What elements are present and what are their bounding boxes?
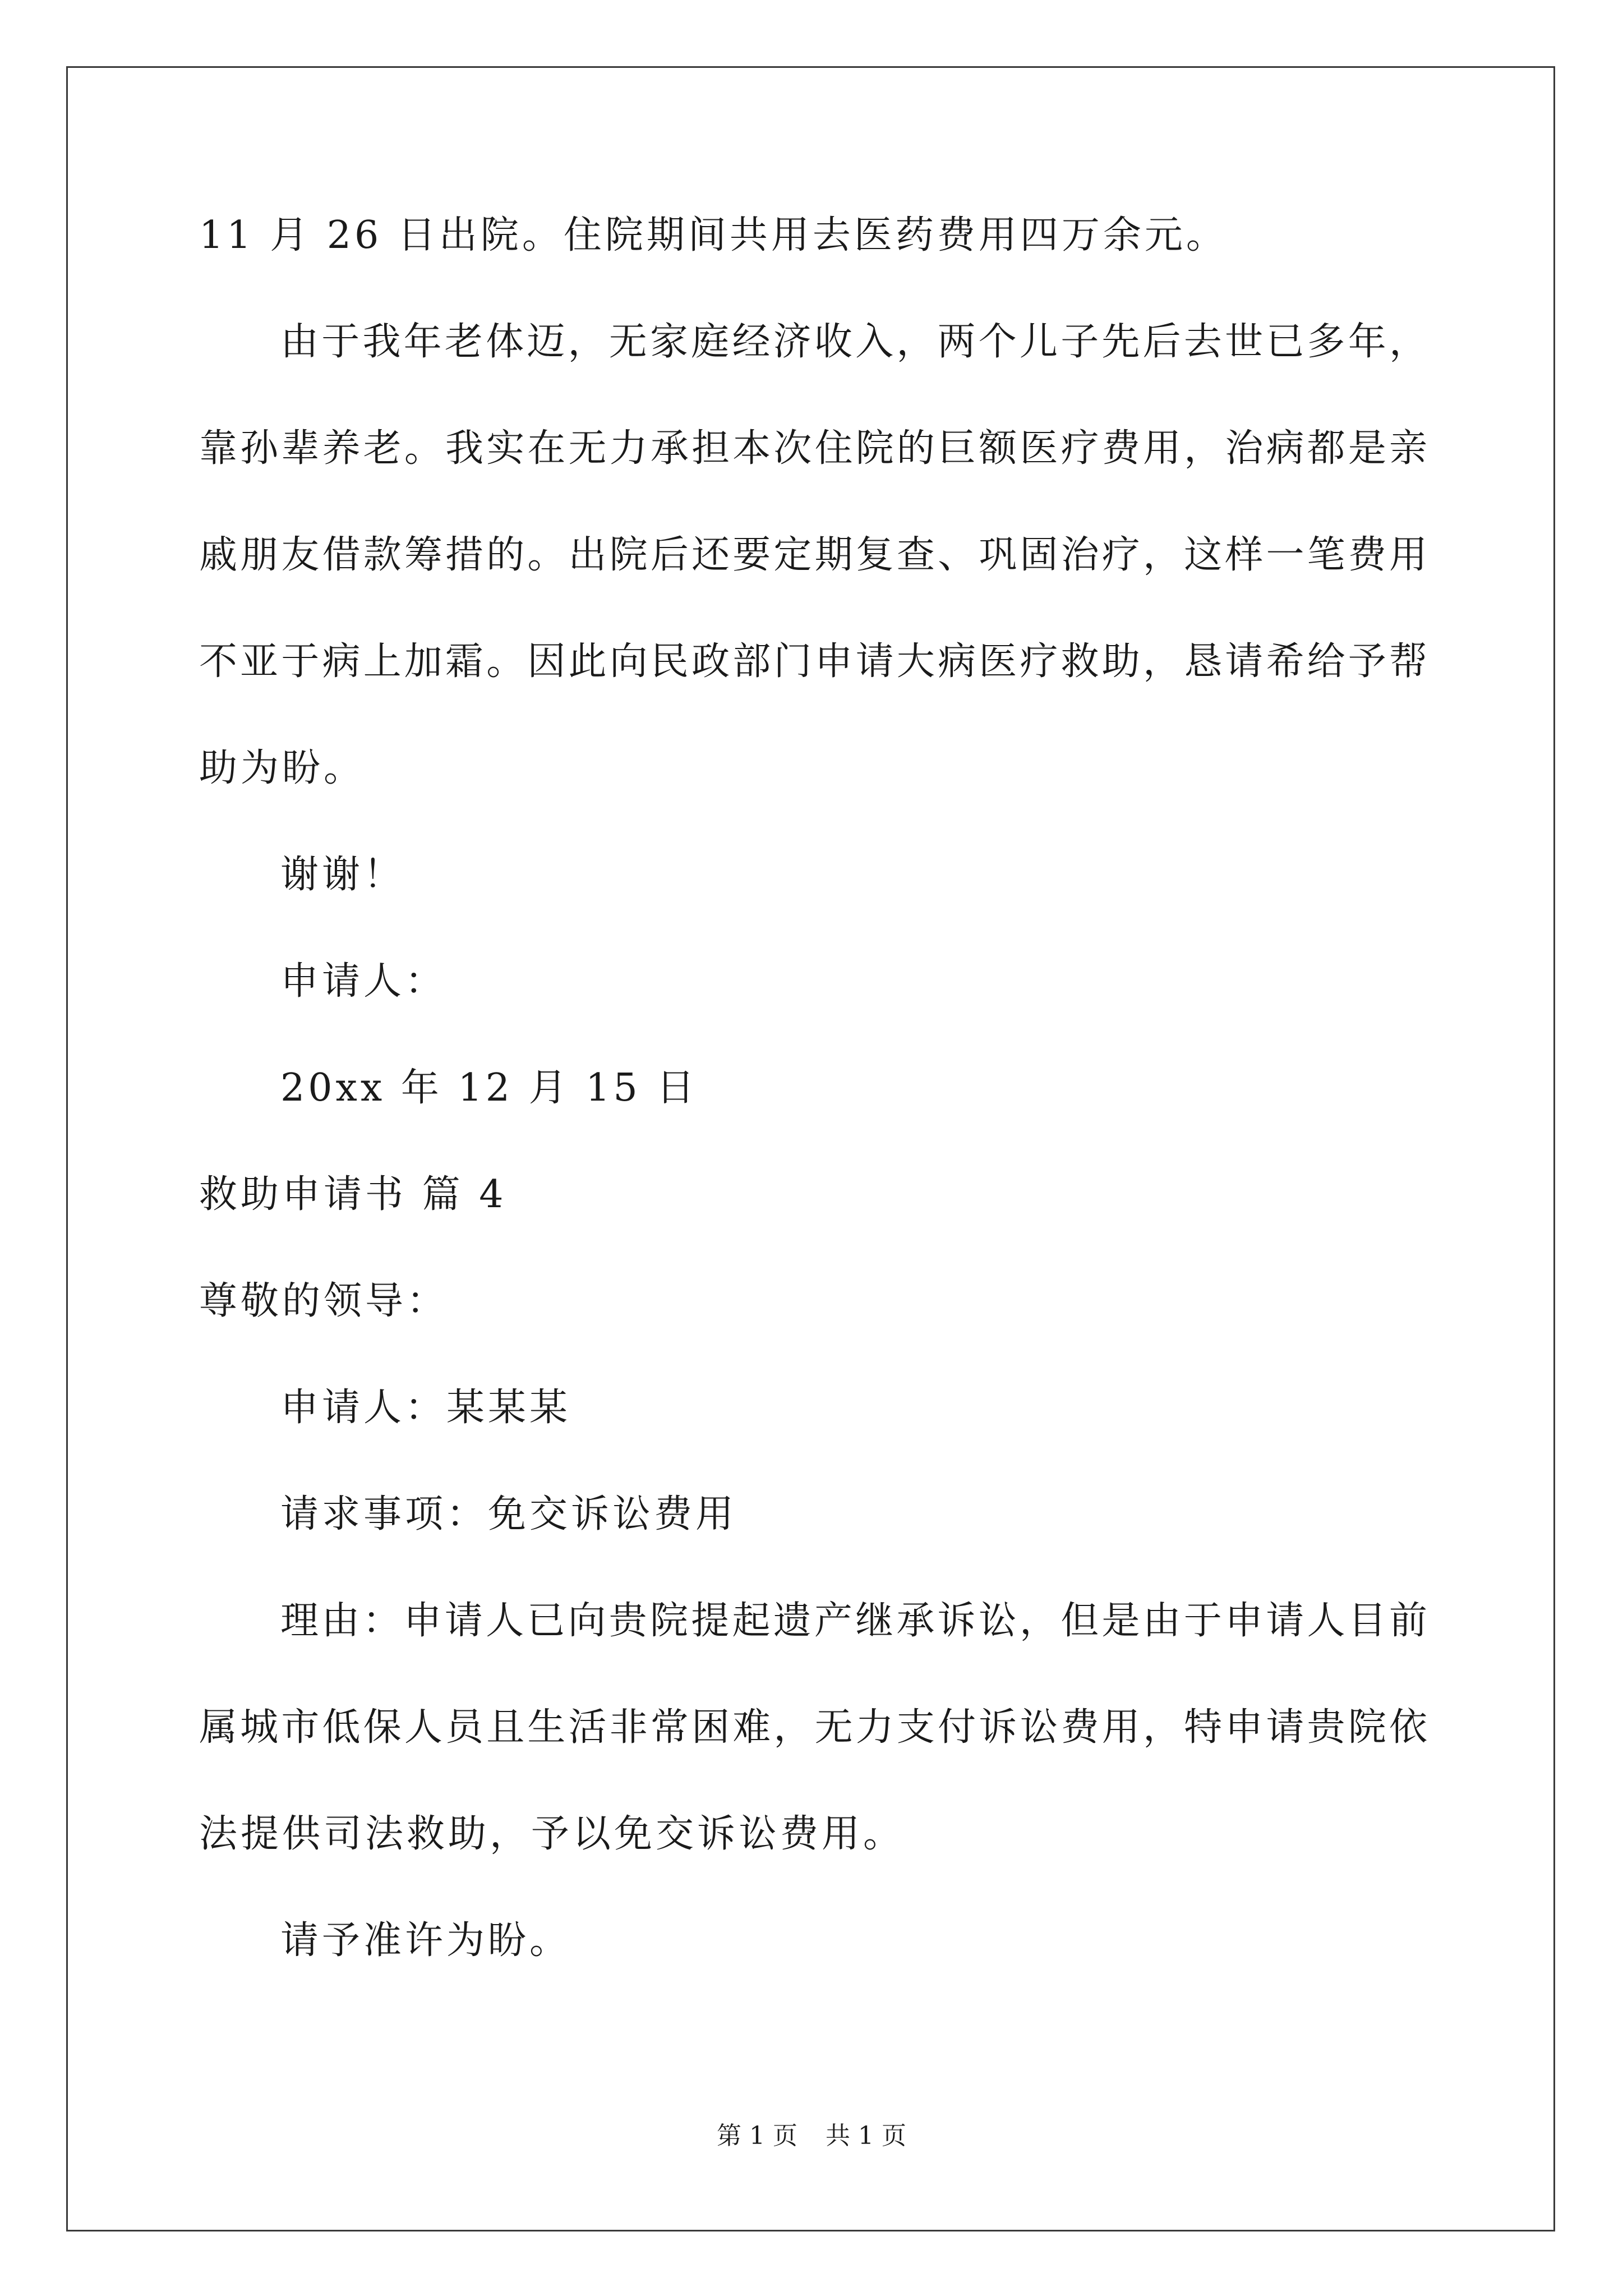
reason-line: 法提供司法救助，予以免交诉讼费用。 — [199, 1812, 905, 1856]
reason-line: 理由：申请人已向贵院提起遗产继承诉讼，但是由于申请人目前 — [280, 1599, 1427, 1643]
discharge-line: 11 月 26 日出院。住院期间共用去医药费用四万余元。 — [199, 213, 1228, 257]
page-total: 共 1 页 — [826, 2122, 906, 2150]
paragraph-line: 不亚于病上加霜。因此向民政部门申请大病医疗救助，恳请希给予帮 — [199, 639, 1427, 684]
thanks-line: 谢谢！ — [280, 853, 405, 897]
paragraph-line: 戚朋友借款筹措的。出院后还要定期复查、巩固治疗，这样一笔费用 — [199, 533, 1427, 577]
request-line: 请求事项：免交诉讼费用 — [280, 1492, 737, 1536]
reason-line: 属城市低保人员且生活非常困难，无力支付诉讼费用，特申请贵院依 — [199, 1705, 1427, 1750]
salutation: 尊敬的领导： — [199, 1279, 449, 1323]
paragraph-line: 由于我年老体迈，无家庭经济收入，两个儿子先后去世已多年， — [280, 320, 1427, 364]
page-number: 第 1 页 — [717, 2122, 797, 2150]
date-line: 20xx 年 12 月 15 日 — [280, 1066, 698, 1110]
paragraph-line: 靠孙辈养老。我实在无力承担本次住院的巨额医疗费用，治病都是亲 — [199, 426, 1427, 471]
closing-line: 请予准许为盼。 — [280, 1918, 571, 1963]
paragraph-line: 助为盼。 — [199, 746, 366, 790]
page-footer — [0, 2120, 1623, 2152]
applicant-label: 申请人： — [280, 959, 447, 1004]
section-heading: 救助申请书 篇 4 — [199, 1172, 507, 1217]
applicant-name-line: 申请人：某某某 — [280, 1386, 571, 1430]
page-border — [66, 66, 1555, 2231]
